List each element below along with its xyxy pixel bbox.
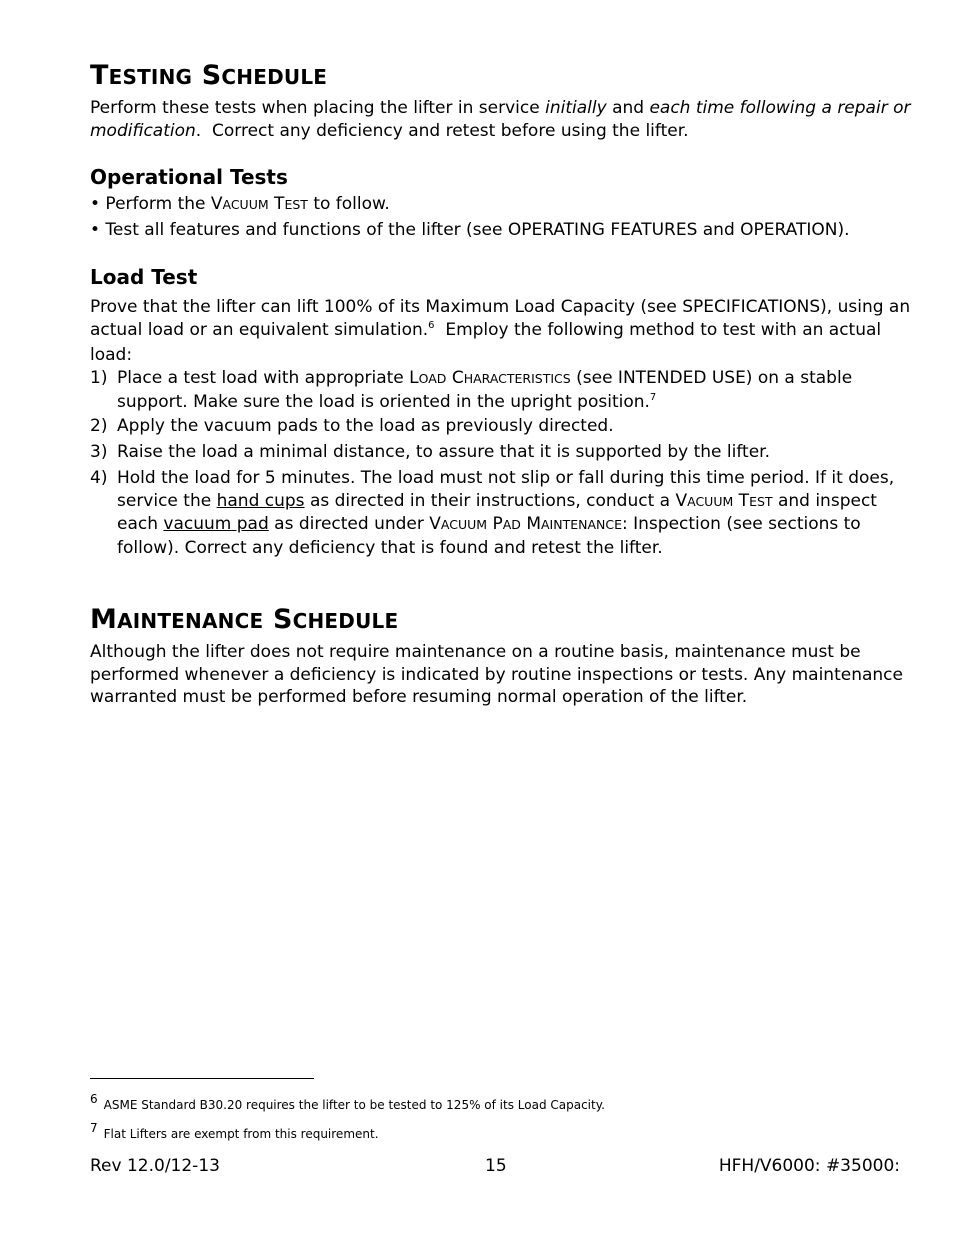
load-test-step-1: 1) Place a test load with appropriate LOAD CHARACTERISTICS (see INTENDED USE) on a stable support. Make sure the load is oriented in the upright position.$^7$ xyxy=(90,368,853,412)
testing-intro: Perform these tests when placing the lifter in service initially and each time following a repair or modification. Correct any deficiency and retest before using the lifter. xyxy=(90,98,911,141)
footnote-ref-6: 6 xyxy=(428,319,435,331)
operational-bullet-2: • Test all features and functions of the lifter (see OPERATING FEATURES and OPERATION). xyxy=(90,220,850,240)
footnote-6: 6 ASME Standard B30.20 requires the lifter to be tested to 125% of its Load Capacity. xyxy=(90,1092,605,1112)
operational-bullet-1: • Perform the VACUUM TEST to follow. xyxy=(90,194,390,214)
vacuum-pad-link[interactable]: vacuum pad xyxy=(163,514,269,534)
maintenance-schedule-title: MAINTENANCE SCHEDULE xyxy=(90,604,399,635)
load-test-heading: Load Test xyxy=(90,265,198,289)
hand-cups-link[interactable]: hand cups xyxy=(216,490,305,511)
footer-page-number: 15 xyxy=(485,1156,507,1176)
load-test-step-2: 2) Apply the vacuum pads to the load as previously directed. xyxy=(90,416,614,436)
maintenance-paragraph: Although the lifter does not require maintenance on a routine basis, maintenance must be performed whenever a deficiency is indicated by routine inspections or tests. Any maintenance warranted must be performed before resuming normal operation of the lifter. xyxy=(90,642,903,707)
testing-schedule-title: TESTING SCHEDULE xyxy=(90,60,328,91)
operational-tests-heading: Operational Tests xyxy=(90,165,288,189)
footnote-separator xyxy=(90,1078,314,1079)
load-test-step-4: 4) Hold the load for 5 minutes. The load must not slip or fall during this time period. If it does, service the hand cups as directed in their instructions, conduct a VACUUM TEST and inspect each vacuum pad as directed under VACUUM PAD MAINTENANCE: Inspection (see sections to follow). Correct any deficiency that is found and retest the lifter. xyxy=(90,468,895,558)
load-test-intro: Prove that the lifter can lift 100% of its Maximum Load Capacity (see SPECIFICATIONS), using an actual load or an equivalent simulation.$^6$ Employ the following method to test with an actual load: xyxy=(90,297,911,365)
footnote-7: 7 Flat Lifters are exempt from this requirement. xyxy=(90,1121,379,1141)
footnote-ref-7: 7 xyxy=(649,391,657,403)
footer-revision: Rev 12.0/12-13 xyxy=(90,1156,220,1176)
footer-doc-id: HFH/V6000: #35000: xyxy=(718,1156,900,1176)
load-test-step-3: 3) Raise the load a minimal distance, to assure that it is supported by the lifter. xyxy=(90,442,771,462)
